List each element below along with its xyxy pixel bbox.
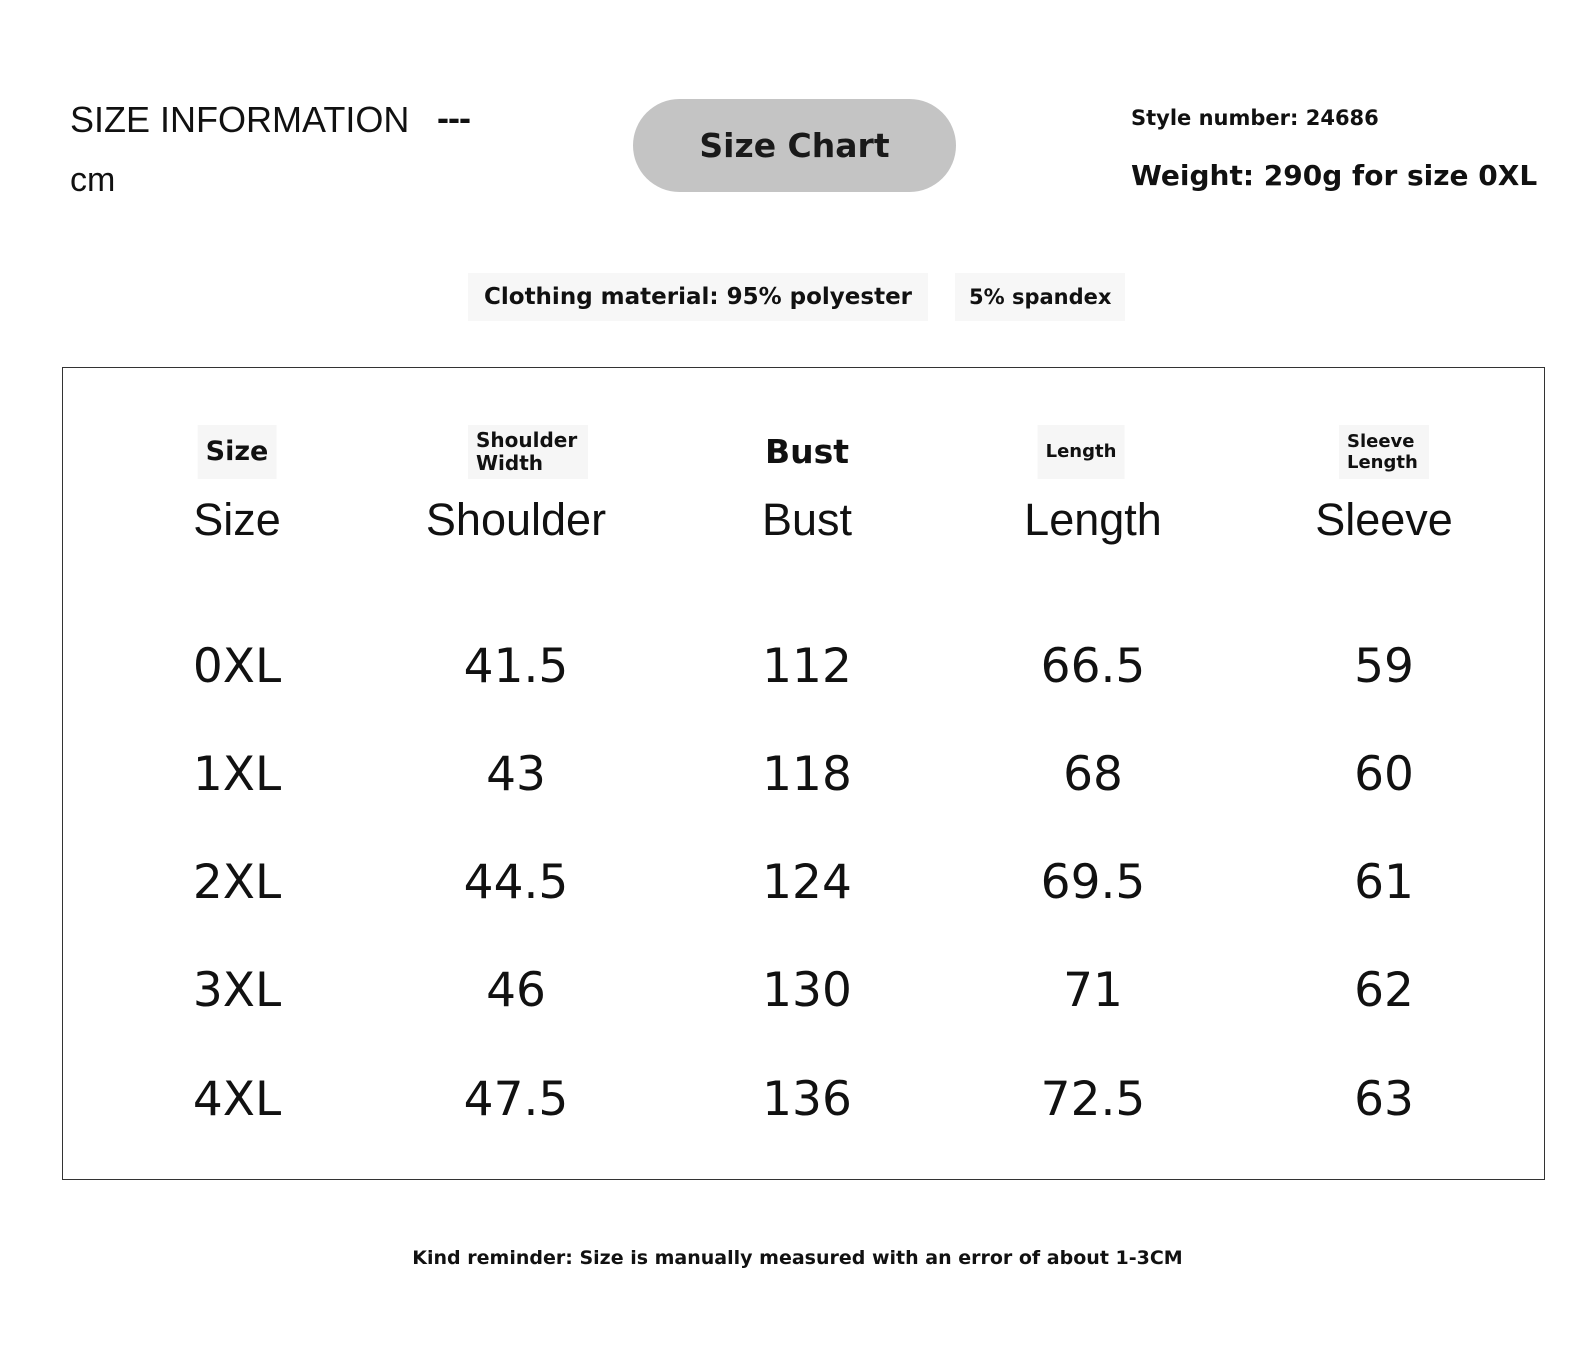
material-info: Clothing material: 95% polyester xyxy=(468,273,928,321)
cell-length-1: 68 xyxy=(1063,747,1123,802)
cell-sleeve-3: 62 xyxy=(1354,963,1414,1018)
header-bust-small: Bust xyxy=(764,432,850,471)
header-sleeve-small: Sleeve Length xyxy=(1339,425,1429,479)
measurement-reminder: Kind reminder: Size is manually measured with an error of about 1-3CM xyxy=(412,1247,1183,1269)
cell-shoulder-4: 47.5 xyxy=(463,1072,569,1127)
cell-size-4: 4XL xyxy=(192,1072,282,1127)
cell-shoulder-3: 46 xyxy=(486,963,546,1018)
header-bust-large: Bust xyxy=(761,494,853,545)
header-length-large: Length xyxy=(1024,494,1162,545)
size-information-title: SIZE INFORMATION xyxy=(70,99,410,140)
cell-shoulder-1: 43 xyxy=(486,747,546,802)
title-dash: --- xyxy=(437,97,470,138)
header-size-small: Size xyxy=(198,425,277,479)
header-sleeve-large: Sleeve xyxy=(1315,494,1453,545)
cell-size-1: 1XL xyxy=(192,747,282,802)
style-number: Style number: 24686 xyxy=(1131,106,1379,130)
cell-sleeve-2: 61 xyxy=(1354,855,1414,910)
unit-label: cm xyxy=(70,161,116,199)
cell-bust-0: 112 xyxy=(762,639,852,694)
header-length-small: Length xyxy=(1038,425,1125,479)
cell-sleeve-4: 63 xyxy=(1354,1072,1414,1127)
cell-length-0: 66.5 xyxy=(1040,639,1146,694)
cell-length-2: 69.5 xyxy=(1040,855,1146,910)
header-shoulder-large: Shoulder xyxy=(425,494,607,545)
cell-bust-1: 118 xyxy=(762,747,852,802)
cell-length-3: 71 xyxy=(1063,963,1123,1018)
cell-size-0: 0XL xyxy=(192,639,282,694)
header-size-large: Size xyxy=(193,494,281,545)
weight-info: Weight: 290g for size 0XL xyxy=(1131,159,1538,192)
material-spandex: 5% spandex xyxy=(955,273,1125,321)
cell-bust-2: 124 xyxy=(762,855,852,910)
cell-sleeve-1: 60 xyxy=(1354,747,1414,802)
cell-size-3: 3XL xyxy=(192,963,282,1018)
cell-sleeve-0: 59 xyxy=(1354,639,1414,694)
size-chart-badge: Size Chart xyxy=(633,99,956,192)
cell-length-4: 72.5 xyxy=(1040,1072,1146,1127)
cell-shoulder-2: 44.5 xyxy=(463,855,569,910)
cell-shoulder-0: 41.5 xyxy=(463,639,569,694)
header-shoulder-small: Shoulder Width xyxy=(468,425,588,479)
cell-bust-4: 136 xyxy=(762,1072,852,1127)
cell-bust-3: 130 xyxy=(762,963,852,1018)
cell-size-2: 2XL xyxy=(192,855,282,910)
